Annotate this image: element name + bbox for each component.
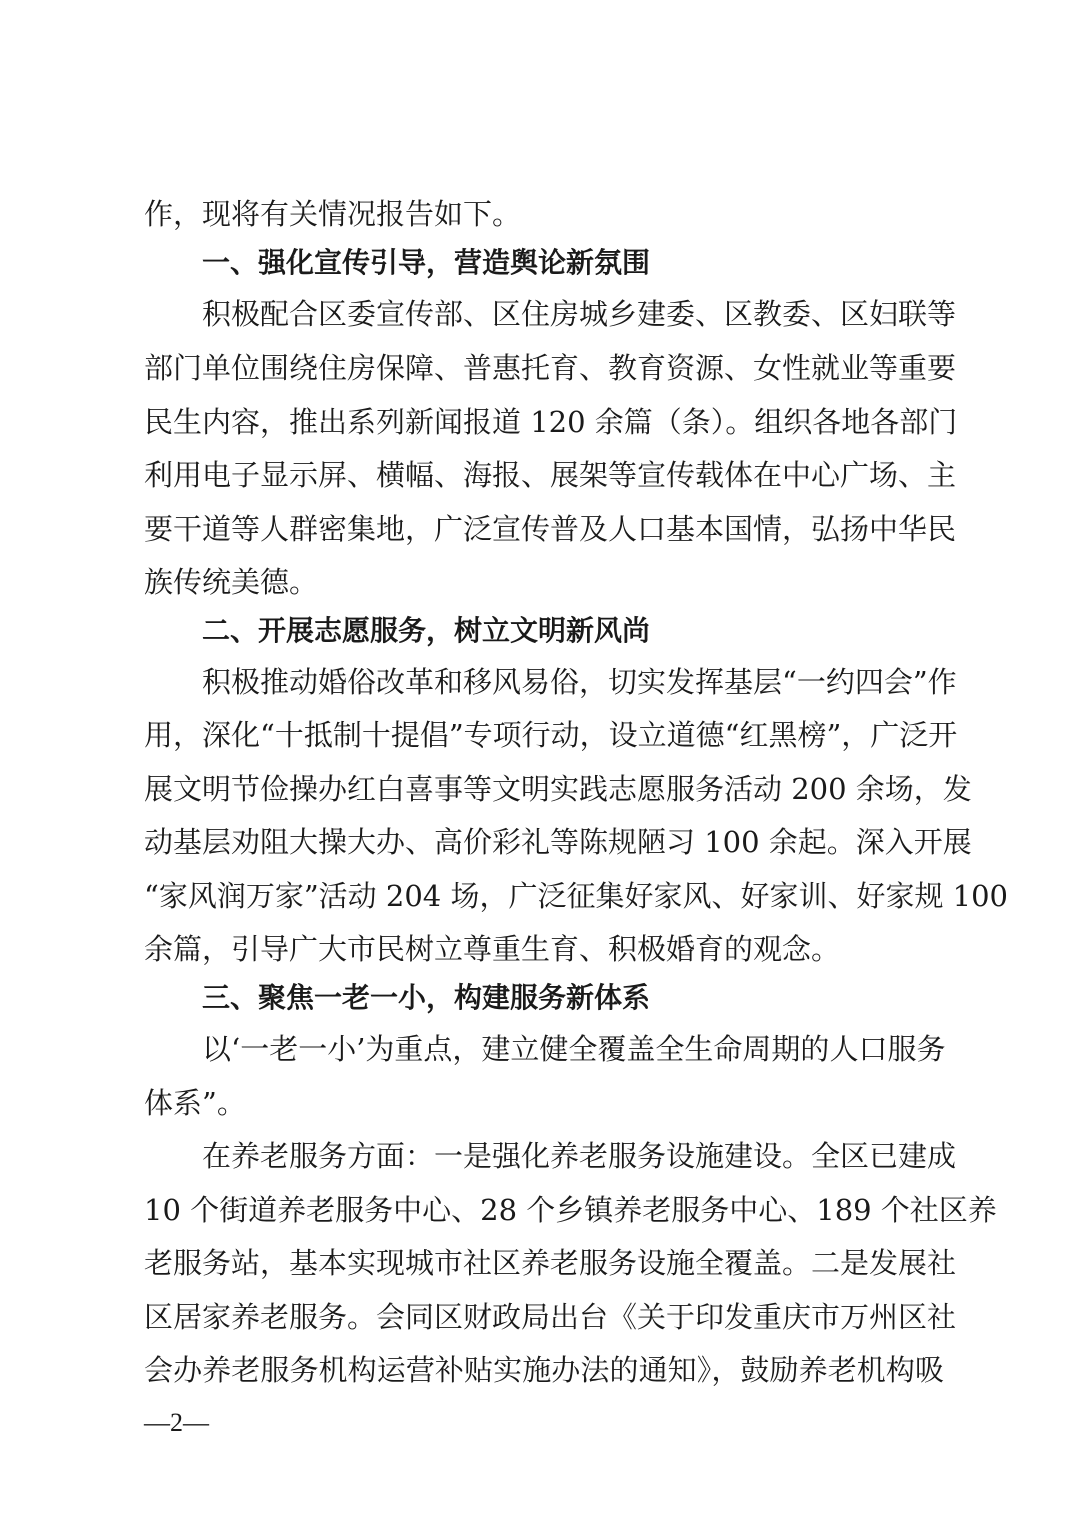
paragraph-line: 动基层劝阻大操大办、高价彩礼等陈规陋习 100 余起。深入开展 (144, 825, 972, 859)
subsection-text: 一是强化养老服务设施建设。全区已建成 (434, 1139, 957, 1173)
paragraph-line-elderly-care (202, 1139, 957, 1173)
paragraph-line: 体系”。 (144, 1086, 246, 1120)
paragraph-line: 积极推动婚俗改革和移风易俗，切实发挥基层“一约四会”作 (202, 665, 957, 699)
section-heading-3: 三、聚焦一老一小，构建服务新体系 (202, 981, 651, 1014)
paragraph-line: 用，深化“十抵制十提倡”专项行动，设立道德“红黑榜”，广泛开 (144, 718, 958, 752)
paragraph-line: 积极配合区委宣传部、区住房城乡建委、区教委、区妇联等 (202, 297, 957, 331)
paragraph-line: 族传统美德。 (144, 565, 319, 599)
paragraph-line: 部门单位围绕住房保障、普惠托育、教育资源、女性就业等重要 (144, 351, 957, 385)
paragraph-line: 以‘一老一小’为重点，建立健全覆盖全生命周期的人口服务 (202, 1032, 946, 1066)
subsection-label: 在养老服务方面： (202, 1139, 435, 1173)
paragraph-line: 老服务站，基本实现城市社区养老服务设施全覆盖。二是发展社 (144, 1246, 957, 1280)
paragraph-line: 10 个街道养老服务中心、28 个乡镇养老服务中心、189 个社区养 (144, 1193, 997, 1227)
section-heading-2: 二、开展志愿服务，树立文明新风尚 (202, 614, 651, 647)
paragraph-line: 余篇，引导广大市民树立尊重生育、积极婚育的观念。 (144, 932, 841, 966)
paragraph-line: 利用电子显示屏、横幅、海报、展架等宣传载体在中心广场、主 (144, 458, 957, 492)
section-heading-1: 一、强化宣传引导，营造舆论新氛围 (202, 246, 651, 279)
paragraph-line: 会办养老服务机构运营补贴实施办法的通知》，鼓励养老机构吸 (144, 1353, 944, 1387)
paragraph-line: 民生内容，推出系列新闻报道 120 余篇（条）。组织各地各部门 (144, 405, 958, 439)
paragraph-line: 要干道等人群密集地，广泛宣传普及人口基本国情，弘扬中华民 (144, 512, 957, 546)
paragraph-line: 区居家养老服务。会同区财政局出台《关于印发重庆市万州区社 (144, 1300, 957, 1334)
paragraph-line: 展文明节俭操办红白喜事等文明实践志愿服务活动 200 余场，发 (144, 772, 972, 806)
page-number: —2— (144, 1408, 209, 1437)
paragraph-continuation: 作，现将有关情况报告如下。 (144, 197, 522, 231)
paragraph-line: “家风润万家”活动 204 场，广泛征集好家风、好家训、好家规 100 (144, 879, 1009, 913)
